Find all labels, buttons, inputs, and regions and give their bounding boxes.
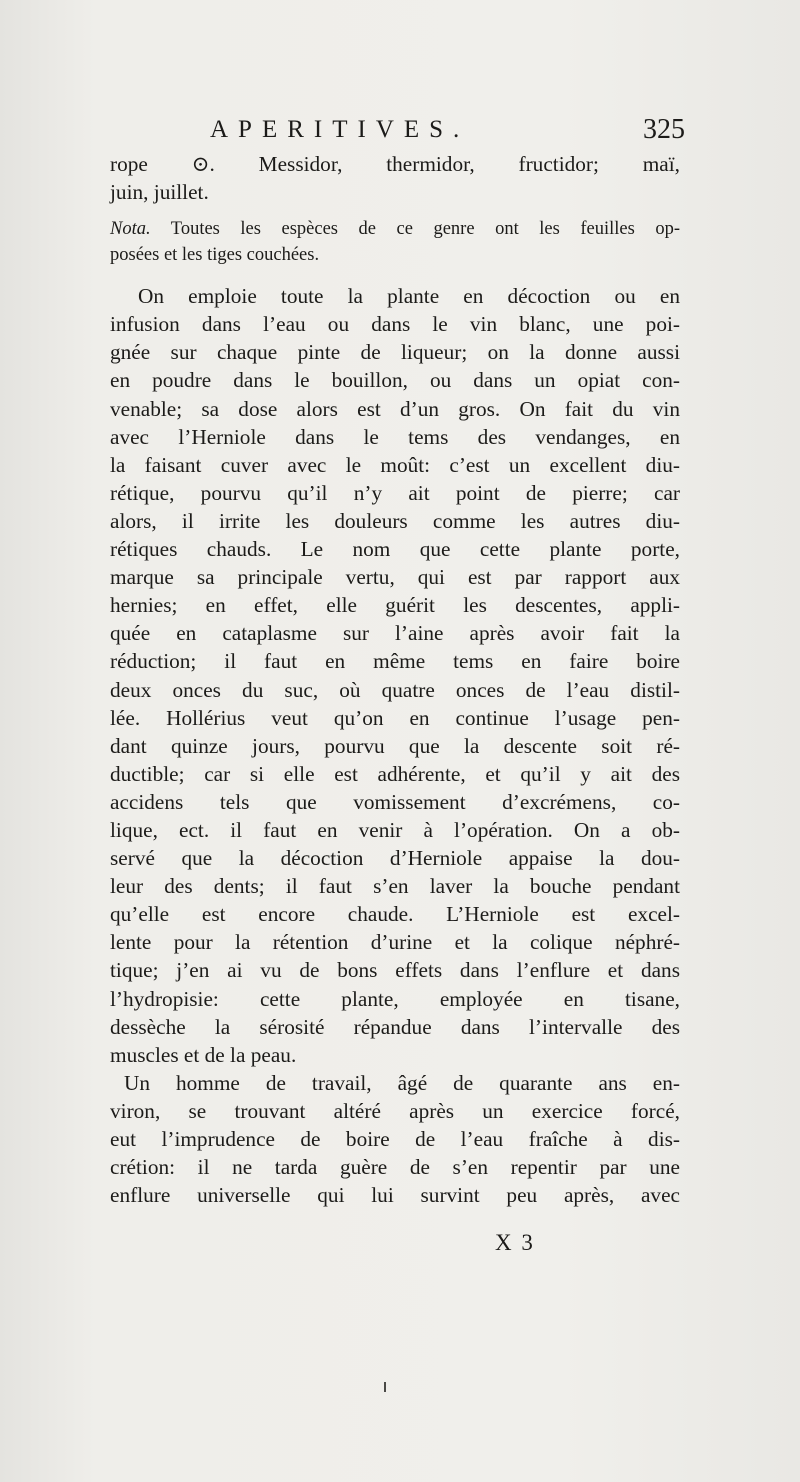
paragraph-uses (110, 282, 680, 1069)
text-line: posées et les tiges couchées. (110, 245, 320, 266)
text-line: ductible; car si elle est adhérente, et qu’il y ait des (110, 761, 680, 786)
text-line: lique, ect. il faut en venir à l’opération. On a ob- (110, 817, 680, 842)
text-line: eut l’imprudence de boire de l’eau fraîche à dis- (110, 1127, 680, 1151)
paragraph-flowering-months (110, 150, 680, 206)
nota-text: Toutes les espèces de ce genre ont les feuilles op- (150, 219, 680, 240)
text-line: quée en cataplasme sur l’aine après avoir fait la (110, 621, 680, 646)
text-line: accidens tels que vomissement d’excrémens, co- (110, 789, 680, 814)
text-line: enflure universelle qui lui survint peu après, avec (110, 1183, 680, 1208)
running-head: APERITIVES. (210, 116, 470, 143)
text-line: réduction; il faut en même tems en faire boire (110, 649, 680, 674)
text-line: en poudre dans le bouillon, ou dans un opiat con- (110, 368, 680, 393)
text-line: muscles et de la peau. (110, 1042, 297, 1067)
text-line: qu’elle est encore chaude. L’Herniole est excel- (110, 902, 680, 927)
text-line: servé que la décoction d’Herniole appaise la dou- (110, 846, 680, 871)
text-line: avec l’Herniole dans le tems des vendanges, en (110, 424, 680, 449)
text-line: lée. Hollérius veut qu’on en continue l’usage pen- (110, 705, 680, 730)
text-line: On emploie toute la plante en décoction ou en (138, 284, 680, 309)
nota-paragraph (110, 216, 680, 268)
page-number: 325 (643, 114, 685, 145)
signature-mark: X 3 (495, 1230, 535, 1255)
text-line: marque sa principale vertu, qui est par rapport aux (110, 565, 680, 590)
text-line: infusion dans l’eau ou dans le vin blanc, une poi- (110, 312, 680, 337)
text-line (110, 216, 680, 242)
text-line: hernies; en effet, elle guérit les descentes, appli- (110, 593, 680, 618)
text-line: Un homme de travail, âgé de quarante ans en- (124, 1070, 680, 1095)
text-line: rope ⊙. Messidor, thermidor, fructidor; maï, (110, 152, 680, 176)
text-line: venable; sa dose alors est d’un gros. On fait du vin (110, 396, 680, 421)
text-line: gnée sur chaque pinte de liqueur; on la donne aussi (110, 340, 680, 365)
text-line: lente pour la rétention d’urine et la colique néphré- (110, 930, 680, 955)
text-line: alors, il irrite les douleurs comme les autres diu- (110, 508, 680, 533)
text-line: tique; j’en ai vu de bons effets dans l’enflure et dans (110, 958, 680, 983)
text-line: deux onces du suc, où quatre onces de l’eau distil- (110, 677, 680, 702)
text-line: leur des dents; il faut s’en laver la bouche pendant (110, 874, 680, 899)
text-line: l’hydropisie: cette plante, employée en tisane, (110, 986, 680, 1011)
page-header (110, 112, 685, 148)
body-text (110, 150, 680, 1209)
text-line: viron, se trouvant altéré après un exercice forcé, (110, 1098, 680, 1123)
paragraph-case-study (110, 1069, 680, 1209)
text-line: juin, juillet. (110, 180, 209, 205)
text-line: rétique, pourvu qu’il n’y ait point de pierre; car (110, 480, 680, 505)
nota-label: Nota. (110, 219, 151, 240)
text-line: rétiques chauds. Le nom que cette plante porte, (110, 537, 680, 562)
text-line: dant quinze jours, pourvu que la descente soit ré- (110, 733, 680, 758)
text-line: la faisant cuver avec le moût: c’est un excellent diu- (110, 452, 680, 477)
text-line: dessèche la sérosité répandue dans l’intervalle des (110, 1014, 680, 1039)
paper-speck (384, 1382, 386, 1392)
text-line: crétion: il ne tarda guère de s’en repentir par une (110, 1155, 680, 1180)
